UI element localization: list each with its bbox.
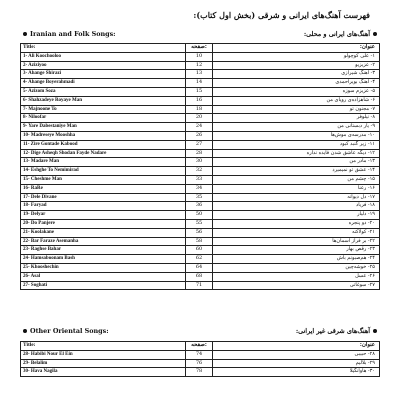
table-row xyxy=(21,61,380,70)
song-title-cell: 28- Habibi Nour El Ein xyxy=(21,350,186,359)
song-title-cell: 27- Soghati xyxy=(21,281,186,290)
persian-title-cell: ۲۶- عسل xyxy=(213,272,380,281)
persian-title-cell: ۱۵- چشم من xyxy=(213,175,380,184)
bullet-icon xyxy=(373,329,377,333)
persian-title-cell: ۳- آهنگ شیرازی xyxy=(213,70,380,79)
table-row xyxy=(21,184,380,193)
page-number-cell: 74 xyxy=(186,350,213,359)
page-number-cell: 14 xyxy=(186,79,213,88)
song-title-cell: 29- Belalim xyxy=(21,359,186,368)
table-row xyxy=(21,237,380,246)
section-heading-oriental-fa xyxy=(210,325,380,337)
persian-title-cell: ۱- علی کوچولو xyxy=(213,52,380,61)
table-row xyxy=(21,167,380,176)
song-title-cell: 21- Koolakane xyxy=(21,228,186,237)
table-row xyxy=(21,79,380,88)
bullet-icon xyxy=(23,329,27,333)
persian-title-cell: ۱۶- رعنا xyxy=(213,184,380,193)
heading-text: آهنگ‌های شرقی غیر ایرانی: xyxy=(295,327,370,335)
page-number-cell: 15 xyxy=(186,87,213,96)
song-title-cell: 13- Madare Man xyxy=(21,158,186,167)
page-number-cell: 34 xyxy=(186,184,213,193)
persian-title-cell: ۱۷- دل دیوانه xyxy=(213,193,380,202)
col-title-header: Title: xyxy=(21,342,186,351)
page-number-cell: 24 xyxy=(186,123,213,132)
persian-title-cell: ۱۲- دیگه عاشق شدن فایده نداره xyxy=(213,149,380,158)
table-row xyxy=(21,359,380,368)
table-row xyxy=(21,87,380,96)
section-heading-oriental-en xyxy=(20,325,200,337)
songs-table-oriental xyxy=(20,341,380,377)
song-title-cell: 2- Aziziyoo xyxy=(21,61,186,70)
page-number-cell: 56 xyxy=(186,228,213,237)
persian-title-cell: ۱۱- زیر گنبد کبود xyxy=(213,140,380,149)
song-title-cell: 19- Delyar xyxy=(21,211,186,220)
col-persian-header: عنوان: xyxy=(213,342,380,351)
persian-title-cell: ۳۰- هاوانگیلا xyxy=(213,368,380,377)
persian-title-cell: ۱۰- مدرسه‌ی موش‌ها xyxy=(213,131,380,140)
persian-title-cell: ۱۸- فریاد xyxy=(213,202,380,211)
persian-title-cell: ۲۹- بلالیم xyxy=(213,359,380,368)
table-header-row xyxy=(21,44,380,53)
song-title-cell: 6- Shahzadeye Royaye Man xyxy=(21,96,186,105)
song-title-cell: 18- Faryad xyxy=(21,202,186,211)
table-row xyxy=(21,131,380,140)
page-title: فهرست آهنگ‌های ایرانی و شرقی (بخش اول کتاب): xyxy=(193,10,370,20)
song-title-cell: 11- Zire Gontade Kabood xyxy=(21,140,186,149)
table-row xyxy=(21,193,380,202)
page-number-cell: 12 xyxy=(186,61,213,70)
page-number-cell: 62 xyxy=(186,255,213,264)
table-row xyxy=(21,96,380,105)
page-number-cell: 26 xyxy=(186,131,213,140)
song-title-cell: 30- Hava Nagila xyxy=(21,368,186,377)
persian-title-cell: ۷- مجنون تو xyxy=(213,105,380,114)
col-page-header: صفحه: xyxy=(186,44,213,53)
persian-title-cell: ۴- آهنگ بویراحمدی xyxy=(213,79,380,88)
song-title-cell: 15- Cheshme Man xyxy=(21,175,186,184)
table-row xyxy=(21,202,380,211)
col-persian-header: عنوان: xyxy=(213,44,380,53)
persian-title-cell: ۲۲- بر فراز آسمان‌ها xyxy=(213,237,380,246)
section-heading-iranian-fa xyxy=(210,28,380,40)
bullet-icon xyxy=(373,32,377,36)
page-number-cell: 78 xyxy=(186,368,213,377)
page-number-cell: 64 xyxy=(186,263,213,272)
table-row xyxy=(21,175,380,184)
col-title-header: Title: xyxy=(21,44,186,53)
page-number-cell: 58 xyxy=(186,237,213,246)
table-row xyxy=(21,263,380,272)
table-row xyxy=(21,140,380,149)
song-title-cell: 26- Asal xyxy=(21,272,186,281)
persian-title-cell: ۵- عزیزم سوزه xyxy=(213,87,380,96)
table-row xyxy=(21,281,380,290)
page-number-cell: 10 xyxy=(186,52,213,61)
song-title-cell: 4- Ahange Boyerahmadi xyxy=(21,79,186,88)
persian-title-cell: ۸- نیلوفر xyxy=(213,114,380,123)
table-row xyxy=(21,350,380,359)
col-page-header: صفحه: xyxy=(186,342,213,351)
table-row xyxy=(21,114,380,123)
table-row xyxy=(21,219,380,228)
page-number-cell: 13 xyxy=(186,70,213,79)
section-heading-iranian-en xyxy=(20,28,200,40)
song-title-cell: 7- Majnoone To xyxy=(21,105,186,114)
table-row xyxy=(21,228,380,237)
song-title-cell: 12- Dige Asheqh Shodan Fayde Nadare xyxy=(21,149,186,158)
table-row xyxy=(21,158,380,167)
page-number-cell: 55 xyxy=(186,219,213,228)
song-title-cell: 10- Madreseye Mooshha xyxy=(21,131,186,140)
table-row xyxy=(21,246,380,255)
page-number-cell: 32 xyxy=(186,167,213,176)
song-title-cell: 5- Azizom Soza xyxy=(21,87,186,96)
persian-title-cell: ۹- یار دبستانی من xyxy=(213,123,380,132)
page-number-cell: 28 xyxy=(186,149,213,158)
persian-title-cell: ۲۳- رقص بهار xyxy=(213,246,380,255)
table-row xyxy=(21,255,380,264)
persian-title-cell: ۲۵- خوشه‌چین xyxy=(213,263,380,272)
table-header-row xyxy=(21,342,380,351)
table-row xyxy=(21,105,380,114)
heading-text: Iranian and Folk Songs: xyxy=(30,30,116,38)
persian-title-cell: ۲۴- هم‌صبونم باش xyxy=(213,255,380,264)
page-number-cell: 76 xyxy=(186,359,213,368)
song-title-cell: 16- RaRe xyxy=(21,184,186,193)
page-number-cell: 35 xyxy=(186,193,213,202)
page-number-cell: 36 xyxy=(186,202,213,211)
persian-title-cell: ۲- عزیزیو xyxy=(213,61,380,70)
song-title-cell: 8- Niloofar xyxy=(21,114,186,123)
page-number-cell: 20 xyxy=(186,114,213,123)
table-row xyxy=(21,211,380,220)
page-number-cell: 30 xyxy=(186,158,213,167)
page-number-cell: 60 xyxy=(186,246,213,255)
song-title-cell: 14- Eshghe To Nemimirad xyxy=(21,167,186,176)
song-title-cell: 22- Bar Faraze Asemanha xyxy=(21,237,186,246)
songs-table-iranian xyxy=(20,43,380,290)
persian-title-cell: ۲۱- کولاکنه xyxy=(213,228,380,237)
persian-title-cell: ۱۴- عشق تو نمیمیرد xyxy=(213,167,380,176)
song-title-cell: 20- Do Panjere xyxy=(21,219,186,228)
page-number-cell: 33 xyxy=(186,175,213,184)
heading-text: Other Oriental Songs: xyxy=(30,327,109,335)
table-row xyxy=(21,123,380,132)
song-title-cell: 23- Raghse Bahar xyxy=(21,246,186,255)
persian-title-cell: ۶- شاهزاده‌ی رویای من xyxy=(213,96,380,105)
table-row xyxy=(21,70,380,79)
bullet-icon xyxy=(23,32,27,36)
persian-title-cell: ۱۹- دلیار xyxy=(213,211,380,220)
page-number-cell: 68 xyxy=(186,272,213,281)
heading-text: آهنگ‌های ایرانی و محلی: xyxy=(303,30,370,38)
song-title-cell: 9- Yare Dabestaniye Man xyxy=(21,123,186,132)
page-number-cell: 71 xyxy=(186,281,213,290)
table-row xyxy=(21,368,380,377)
persian-title-cell: ۱۳- مادر من xyxy=(213,158,380,167)
page-number-cell: 50 xyxy=(186,211,213,220)
table-row xyxy=(21,149,380,158)
table-row xyxy=(21,272,380,281)
song-title-cell: 1- Ali Koochooloo xyxy=(21,52,186,61)
page-number-cell: 18 xyxy=(186,105,213,114)
persian-title-cell: ۲۷- سوغاتی xyxy=(213,281,380,290)
page-number-cell: 27 xyxy=(186,140,213,149)
song-title-cell: 17- Dele Divane xyxy=(21,193,186,202)
persian-title-cell: ۲۸- حبیبی xyxy=(213,350,380,359)
song-title-cell: 3- Ahange Shirazi xyxy=(21,70,186,79)
persian-title-cell: ۲۰- دو پنجره xyxy=(213,219,380,228)
song-title-cell: 25- Khooshechin xyxy=(21,263,186,272)
page-number-cell: 16 xyxy=(186,96,213,105)
table-row xyxy=(21,52,380,61)
song-title-cell: 24- Hamsaboonam Bash xyxy=(21,255,186,264)
